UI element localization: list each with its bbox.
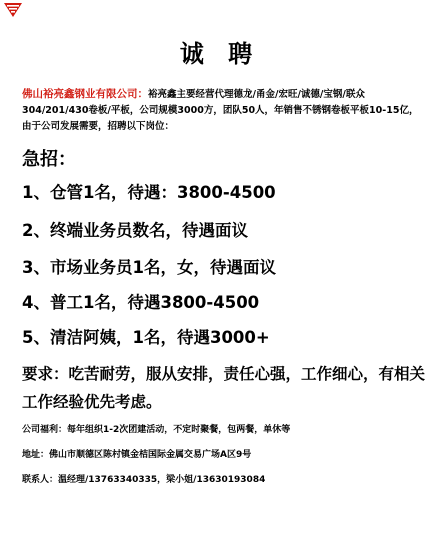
company-logo-icon — [4, 3, 22, 17]
job-item-3: 3、市场业务员1名，女，待遇面议 — [22, 258, 276, 277]
company-name: 佛山裕亮鑫钢业有限公司： — [22, 88, 148, 100]
contact: 联系人：温经理/13763340335，梁小姐/13630193084 — [22, 475, 266, 485]
job-item-2: 2、终端业务员数名，待遇面议 — [22, 221, 248, 240]
company-intro — [22, 86, 427, 135]
requirements: 要求：吃苦耐劳，服从安排，责任心强，工作细心，有相关工作经验优先考虑。 — [22, 365, 426, 411]
page-title: 诚 聘 — [179, 40, 261, 68]
company-description: 裕亮鑫主要经营代理德龙/甬金/宏旺/诚德/宝钢/联众304/201/430卷板/平板，公司规模3000方，团队50人，年销售不锈钢卷板平板10-15亿，由于公司发展需要，招聘以下岗位： — [22, 89, 419, 132]
job-item-1: 1、仓管1名，待遇：3800-4500 — [22, 183, 276, 202]
job-item-4: 4、普工1名，待遇3800-4500 — [22, 293, 260, 312]
urgent-heading: 急招： — [22, 149, 76, 170]
job-item-5: 5、清洁阿姨，1名，待遇3000+ — [22, 328, 270, 347]
benefits: 公司福利：每年组织1-2次团建活动，不定时聚餐，包两餐，单休等 — [22, 425, 291, 435]
address: 地址：佛山市顺德区陈村镇金桔国际金属交易广场A区9号 — [22, 450, 252, 460]
